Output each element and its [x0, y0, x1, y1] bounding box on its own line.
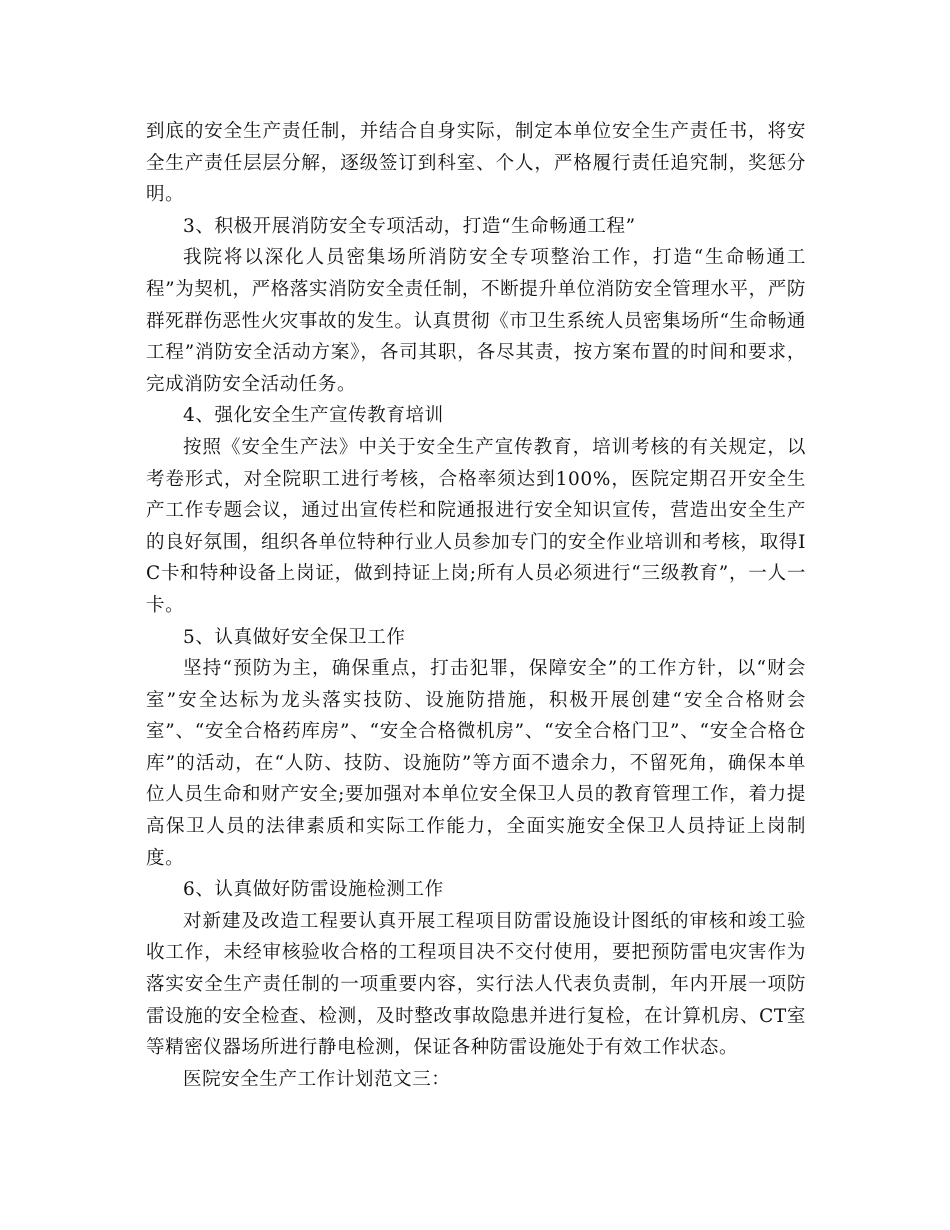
paragraph-lightning-protection: 对新建及改造工程要认真开展工程项目防雷设施设计图纸的审核和竣工验收工作，未经审核验收合格的工程项目决不交付使用，要把预防雷电灾害作为落实安全生产责任制的一项重要内容，实行法人代表负责制，年内开展一项防雷设施的安全检查、检测，及时整改事故隐患并进行复检，在计算机房、CT室等精密仪器场所进行静电检测，保证各种防雷设施处于有效工作状态。 [146, 910, 806, 1059]
heading-security-work: 5、认真做好安全保卫工作 [183, 626, 406, 648]
heading-lightning-protection: 6、认真做好防雷设施检测工作 [183, 879, 444, 901]
paragraph-security-work: 坚持“预防为主，确保重点，打击犯罪，保障安全”的工作方针，以“财会室”安全达标为龙头落实技防、设施防措施，积极开展创建“安全合格财会室”、“安全合格药库房”、“安全合格微机房”、“安全合格门卫”、“安全合格仓库”的活动，在“人防、技防、设施防”等方面不遗余力，不留死角，确保本单位人员生命和财产安全;要加强对本单位安全保卫人员的教育管理工作，着力提高保卫人员的法律素质和实际工作能力，全面实施安全保卫人员持证上岗制度。 [146, 658, 806, 869]
document-body [146, 116, 806, 1095]
paragraph-sample-three-title: 医院安全生产工作计划范文三： [183, 1068, 451, 1090]
heading-safety-training: 4、强化安全生产宣传教育培训 [183, 405, 444, 427]
paragraph-fire-safety-campaign: 我院将以深化人员密集场所消防安全专项整治工作，打造“生命畅通工程”为契机，严格落实消防安全责任制，不断提升单位消防安全管理水平，严防群死群伤恶性火灾事故的发生。认真贯彻《市卫生系统人员密集场所“生命畅通工程”消防安全活动方案》，各司其职，各尽其责，按方案布置的时间和要求，完成消防安全活动任务。 [146, 247, 806, 395]
heading-fire-safety-campaign: 3、积极开展消防安全专项活动，打造“生命畅通工程” [183, 215, 636, 237]
paragraph-responsibility-system: 到底的安全生产责任制，并结合自身实际，制定本单位安全生产责任书，将安全生产责任层层分解，逐级签订到科室、个人，严格履行责任追究制，奖惩分明。 [146, 121, 806, 206]
paragraph-safety-training: 按照《安全生产法》中关于安全生产宣传教育，培训考核的有关规定，以考卷形式，对全院职工进行考核，合格率须达到100%，医院定期召开安全生产工作专题会议，通过出宣传栏和院通报进行安全知识宣传，营造出安全生产的良好氛围，组织各单位特种行业人员参加专门的安全作业培训和考核，取得IC卡和特种设备上岗证，做到持证上岗;所有人员必须进行“三级教育”，一人一卡。 [146, 436, 806, 616]
